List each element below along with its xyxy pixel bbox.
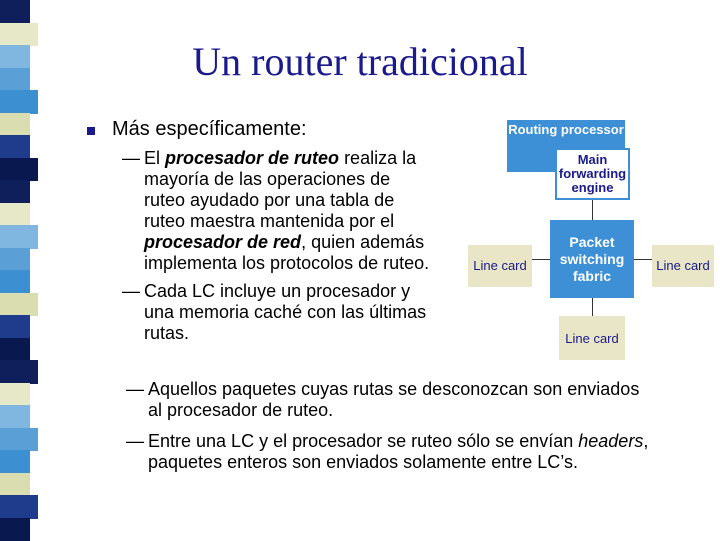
sub-item-1 bbox=[144, 148, 474, 274]
line-text: rutas. bbox=[144, 323, 189, 343]
dash: — bbox=[122, 281, 140, 302]
line-text: Cada LC incluye un procesador y bbox=[144, 281, 410, 301]
stripe-block bbox=[0, 90, 38, 114]
line-text: ruteo ayudado por una tabla de bbox=[144, 190, 394, 210]
dash: — bbox=[126, 431, 144, 452]
stripe-block bbox=[0, 158, 38, 182]
line-card-label: Line card bbox=[473, 259, 526, 273]
slide-title: Un router tradicional bbox=[0, 38, 720, 85]
stripe-block bbox=[0, 360, 38, 384]
stripe-block bbox=[0, 248, 30, 272]
line bbox=[148, 452, 708, 473]
line-text: una memoria caché con las últimas bbox=[144, 302, 426, 322]
stripe-block bbox=[0, 270, 30, 294]
line-text: paquetes enteros son enviados solamente entre LC’s. bbox=[148, 452, 578, 472]
line bbox=[144, 169, 474, 190]
stripe-block bbox=[0, 428, 38, 452]
line bbox=[144, 190, 474, 211]
connector-left-fabric bbox=[532, 259, 550, 260]
fabric-label-line: fabric bbox=[573, 268, 611, 285]
line-text: procesador de red, quien además bbox=[144, 232, 424, 252]
line-card-right bbox=[652, 245, 714, 287]
stripe-block bbox=[0, 405, 30, 429]
sub-item-4 bbox=[148, 431, 708, 473]
line-text: Aquellos paquetes cuyas rutas se desconozcan son enviados bbox=[148, 379, 639, 399]
stripe-block bbox=[0, 293, 38, 317]
line-card-label: Line card bbox=[656, 259, 709, 273]
bullet-text: Más específicamente: bbox=[112, 118, 307, 141]
packet-switching-fabric-box bbox=[550, 220, 634, 298]
stripe-block bbox=[0, 113, 30, 137]
line-text: al procesador de ruteo. bbox=[148, 400, 333, 420]
bullet-square-icon bbox=[87, 127, 95, 135]
line bbox=[144, 232, 474, 253]
line bbox=[148, 431, 708, 452]
stripe-block bbox=[0, 383, 30, 407]
routing-processor-label: Routing processor bbox=[508, 123, 624, 137]
stripe-block bbox=[0, 495, 38, 519]
line bbox=[144, 302, 474, 323]
line-text: Entre una LC y el procesador se ruteo sólo se envían headers, bbox=[148, 431, 648, 451]
connector-fabric-right bbox=[634, 259, 652, 260]
fabric-label-line: Packet bbox=[569, 234, 614, 251]
stripe-block bbox=[0, 338, 30, 362]
line-text: ruteo maestra mantenida por el bbox=[144, 211, 394, 231]
connector-fabric-bottom bbox=[592, 298, 593, 316]
line-card-left bbox=[468, 245, 532, 287]
line bbox=[144, 253, 474, 274]
line-card-bottom bbox=[559, 316, 625, 360]
line bbox=[144, 323, 474, 344]
sub-item-2 bbox=[144, 281, 474, 344]
stripe-block bbox=[0, 135, 30, 159]
line bbox=[144, 211, 474, 232]
stripe-block bbox=[0, 180, 30, 204]
stripe-block bbox=[0, 518, 30, 541]
engine-label-line: engine bbox=[572, 181, 614, 195]
line bbox=[144, 148, 474, 169]
stripe-block bbox=[0, 225, 38, 249]
line bbox=[144, 281, 474, 302]
line-card-label: Line card bbox=[565, 332, 618, 346]
dash: — bbox=[122, 148, 140, 169]
dash: — bbox=[126, 379, 144, 400]
stripe-block bbox=[0, 315, 30, 339]
stripe-block bbox=[0, 203, 30, 227]
stripe-block bbox=[0, 0, 30, 24]
line-text: implementa los protocolos de ruteo. bbox=[144, 253, 429, 273]
sub-item-3 bbox=[148, 379, 708, 421]
line bbox=[148, 400, 708, 421]
line-text: mayoría de las operaciones de bbox=[144, 169, 390, 189]
stripe-block bbox=[0, 473, 30, 497]
engine-label-line: Main bbox=[578, 153, 608, 167]
engine-label-line: forwarding bbox=[559, 167, 626, 181]
fabric-label-line: switching bbox=[560, 251, 625, 268]
main-forwarding-engine-box bbox=[555, 148, 630, 200]
stripe-block bbox=[0, 450, 30, 474]
connector-engine-fabric bbox=[592, 200, 593, 220]
line bbox=[148, 379, 708, 400]
line-text: El procesador de ruteo realiza la bbox=[144, 148, 416, 168]
